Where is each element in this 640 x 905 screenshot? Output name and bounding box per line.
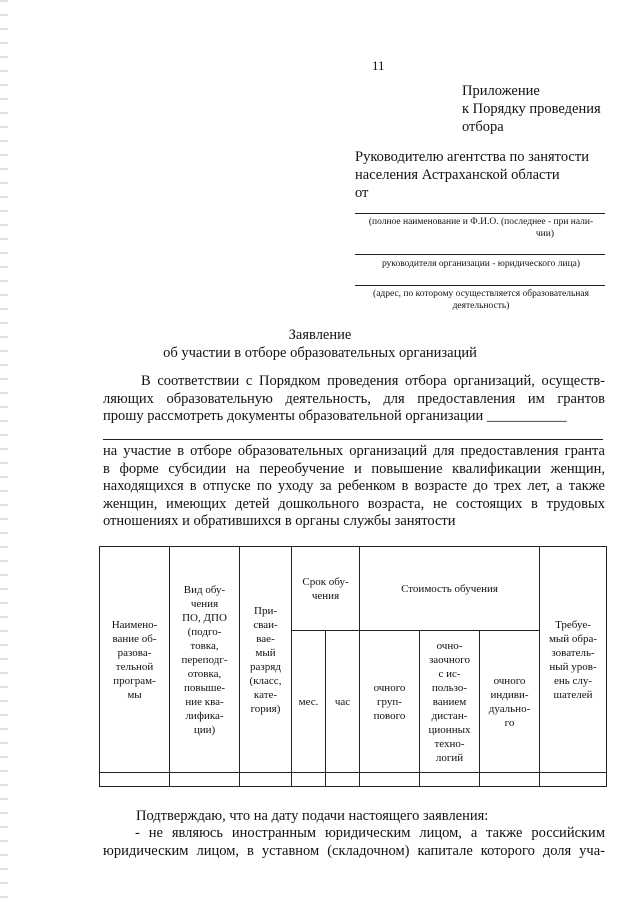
head-line [355, 254, 605, 255]
purpose-paragraph [103, 443, 605, 531]
header-training-type: Вид обу- чения ПО, ДПО (подго- товка, переподг- отовка, повыше- ние ква- лифика- ции) [170, 547, 240, 773]
programs-table [99, 546, 607, 787]
purpose-line-1: на участие в отборе образовательных организаций для предоставления гранта [103, 443, 605, 459]
table-cell[interactable] [420, 773, 480, 787]
addressee-line-1: Руководителю агентства по занятости [355, 149, 589, 165]
document-subtitle: об участии в отборе образовательных организаций [163, 345, 477, 361]
subheader-hours: час [326, 631, 360, 773]
organization-name-line [103, 439, 603, 440]
appendix-line-3: отбора [462, 119, 504, 135]
intro-line-2: ляющих образовательную деятельность, для предоставления им грантов [103, 390, 605, 407]
intro-paragraph [103, 373, 605, 426]
table-cell[interactable] [360, 773, 420, 787]
table-cell[interactable] [240, 773, 292, 787]
scan-edge-artifact [0, 0, 8, 905]
header-required-level: Требуе- мый обра- зователь- ный уров- ень слу- шателей [540, 547, 607, 773]
address-caption [350, 288, 612, 312]
header-program-name: Наимено- вание об- разова- тельной програм- мы [100, 547, 170, 773]
table-cell[interactable] [326, 773, 360, 787]
subheader-months: мес. [292, 631, 326, 773]
table-cell[interactable] [540, 773, 607, 787]
header-qualification: При- сваи- вае- мый разряд (класс, кате- гория) [240, 547, 292, 773]
table-cell[interactable] [100, 773, 170, 787]
intro-line-3: прошу рассмотреть документы образовательной организации ___________ [103, 408, 567, 424]
applicant-name-caption [350, 216, 612, 240]
appendix-block [462, 82, 601, 136]
purpose-line-5: отношениях и обратившихся в органы службы занятости [103, 513, 456, 529]
subheader-group: очного груп- пового [360, 631, 420, 773]
table-cell[interactable] [170, 773, 240, 787]
intro-line-1: В соответствии с Порядком проведения отбора организаций, осуществ- [141, 373, 605, 389]
applicant-name-caption-2: чии) [535, 229, 554, 239]
table-row [100, 773, 607, 787]
confirm-intro: Подтверждаю, что на дату подачи настоящего заявления: [136, 808, 489, 824]
addressee-line-3: от [355, 185, 369, 201]
addressee-line-2: населения Астраханской области [355, 167, 560, 183]
addressee-block [355, 148, 589, 202]
table-cell[interactable] [480, 773, 540, 787]
subheader-distance: очно- заочного с ис- пользо- ванием дистан- ционных техно- логий [420, 631, 480, 773]
address-caption-1: (адрес, по которому осуществляется образовательная [373, 289, 589, 299]
address-caption-2: деятельность) [452, 301, 510, 311]
confirm-paragraph [103, 825, 605, 860]
page-number: 11 [372, 58, 385, 73]
head-caption: руководителя организации - юридического лица) [381, 259, 581, 269]
address-line [355, 285, 605, 286]
table-cell[interactable] [292, 773, 326, 787]
purpose-line-3: находящихся в отпуске по уходу за ребенком в возрасте до трех лет, а также [103, 478, 605, 494]
subheader-individual: очного индиви- дуально- го [480, 631, 540, 773]
document-title: Заявление [288, 327, 352, 343]
confirm-line-3: юридическим лицом, в уставном (складочном) капитале которого доля уча- [103, 842, 605, 859]
header-duration: Срок обу- чения [292, 547, 360, 631]
applicant-name-caption-1: (полное наименование и Ф.И.О. (последнее - при нали- [368, 217, 594, 227]
purpose-line-4: женщин, имеющих детей дошкольного возраста, не состоящих в трудовых [103, 495, 605, 512]
appendix-line-1: Приложение [462, 83, 540, 99]
header-cost: Стоимость обучения [360, 547, 540, 631]
applicant-name-line [355, 213, 605, 214]
purpose-line-2: в форме субсидии на переобучение и повышение квалификации женщин, [103, 460, 605, 477]
appendix-line-2: к Порядку проведения [462, 101, 601, 117]
confirm-line-2: - не являюсь иностранным юридическим лицом, а также российским [135, 825, 605, 841]
